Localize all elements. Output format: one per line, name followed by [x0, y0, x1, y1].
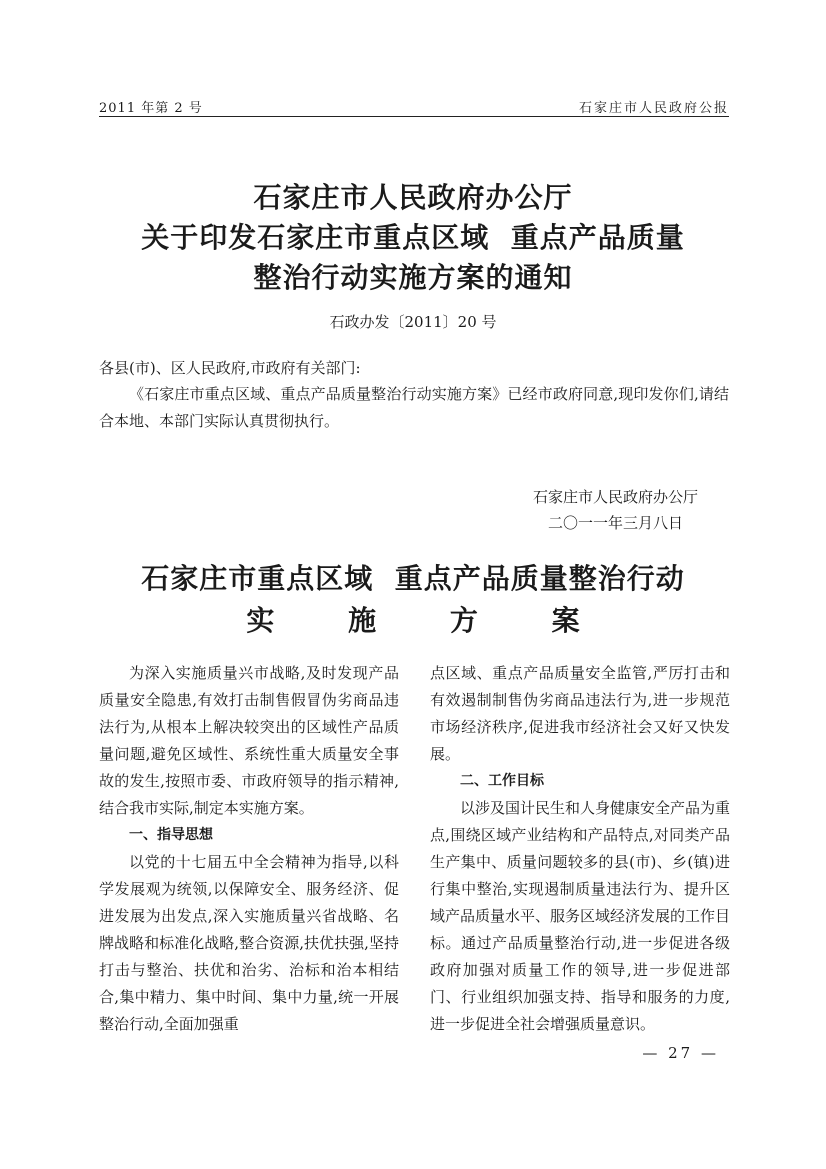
signature-date: 二〇一一年三月八日 [547, 514, 683, 532]
section1-body-part1: 以党的十七届五中全会精神为指导,以科学发展观为统领,以保障安全、服务经济、促进发展为出发点,深入实施质量兴省战略、名牌战略和标准化战略,整合资源,扶优扶强,坚持打击与整治、扶优和治劣、治标和治本相结合,集中精力、集中时间、集中力量,统一开展整治行动,全面加强重 [99, 853, 399, 1033]
notice-title-line: 整治行动实施方案的通知 [253, 261, 573, 294]
notice-title [0, 178, 826, 298]
right-column [430, 660, 730, 1038]
document-number: 石政办发〔2011〕20 号 [329, 313, 497, 331]
section2-body: 以涉及国计民生和人身健康安全产品为重点,围绕区域产业结构和产品特点,对同类产品生产集中、质量问题较多的县(市)、乡(镇)进行集中整治,实现遏制质量违法行为、提升区域产品质量水平、服务区域经济发展的工作目标。通过产品质量整治行动,进一步促进各级政府加强对质量工作的领导,进一步促进部门、行业组织加强支持、指导和服务的力度,进一步促进全社会增强质量意识。 [430, 799, 731, 1033]
left-column [99, 660, 399, 1038]
plan-intro: 为深入实施质量兴市战略,及时发现产品质量安全隐患,有效打击制售假冒伪劣商品违法行为,从根本上解决较突出的区域性产品质量问题,避免区域性、系统性重大质量安全事故的发生,按照市委、市政府领导的指示精神,结合我市实际,制定本实施方案。 [99, 664, 399, 817]
section2-heading: 二、工作目标 [460, 773, 544, 789]
section1-heading: 一、指导思想 [129, 827, 213, 843]
notice-title-line: 石家庄市人民政府办公厅 [253, 181, 573, 214]
plan-title-line2 [0, 600, 826, 642]
notice-title-line: 关于印发石家庄市重点区域 重点产品质量 [141, 221, 685, 254]
plan-title [0, 558, 826, 642]
publication-name: 石家庄市人民政府公报 [578, 101, 729, 116]
notice-body: 《石家庄市重点区域、重点产品质量整治行动实施方案》已经市政府同意,现印发你们,请结合本地、本部门实际认真贯彻执行。 [99, 385, 729, 430]
header-rule [99, 116, 729, 117]
plan-title-line1: 石家庄市重点区域 重点产品质量整治行动 [141, 562, 685, 595]
signature-org: 石家庄市人民政府办公厅 [532, 488, 698, 506]
addressee: 各县(市)、区人民政府,市政府有关部门: [99, 359, 361, 377]
plan-title-line2-text: 实 施 方 案 [246, 604, 612, 637]
signature-block [533, 484, 698, 536]
page-number: — 27 — [642, 1044, 719, 1062]
section1-body-part2: 点区域、重点产品质量安全监管,严厉打击和有效遏制制售伪劣商品违法行为,进一步规范市场经济秩序,促进我市经济社会又好又快发展。 [430, 664, 730, 763]
issue-label: 2011 年第 2 号 [99, 101, 203, 116]
